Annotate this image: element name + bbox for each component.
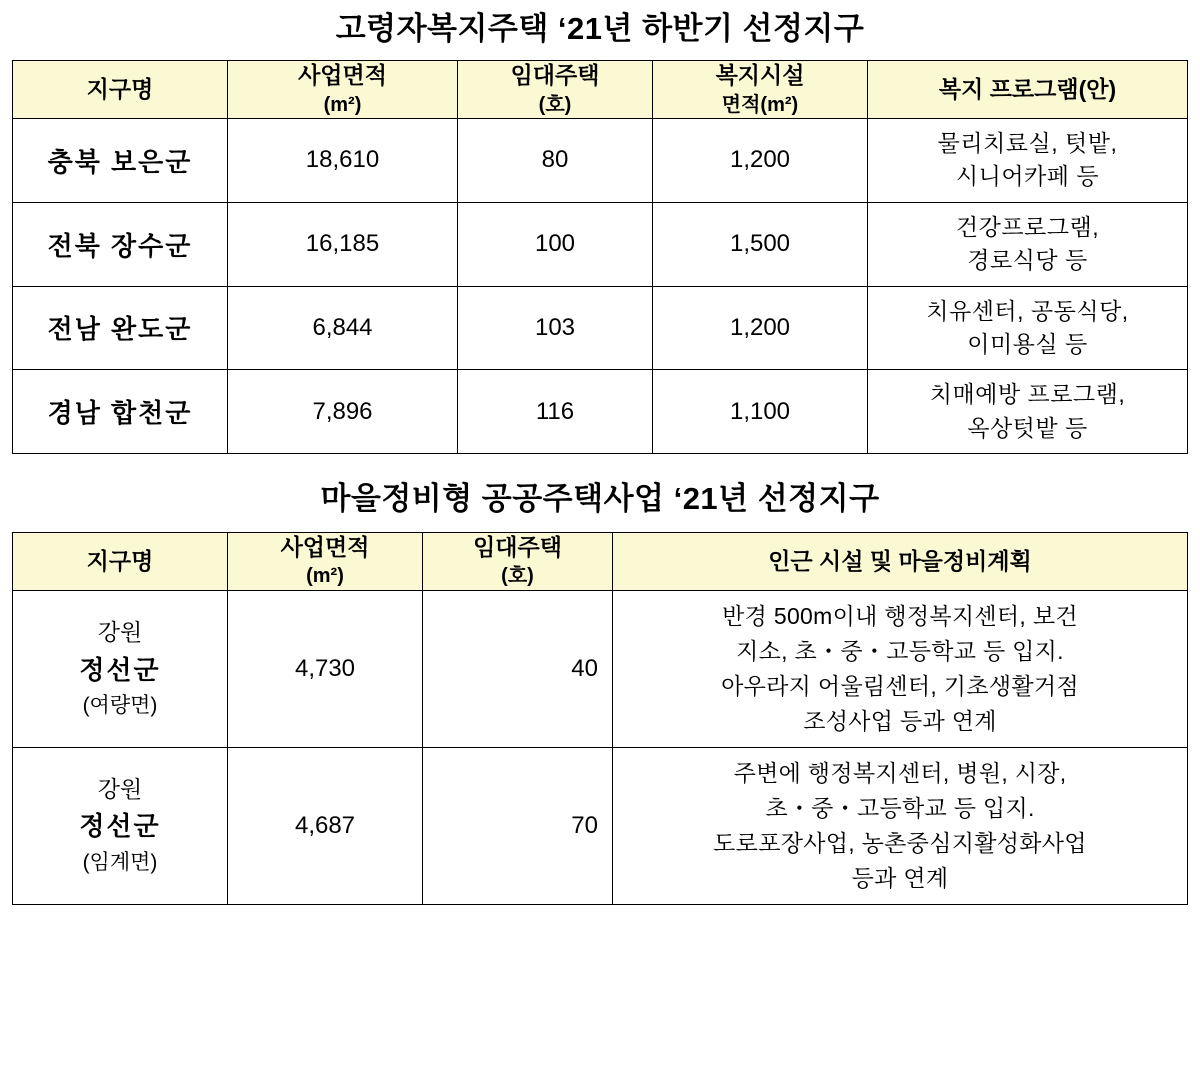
cell-welfare-program [868,202,1188,286]
cell-nearby-facilities-line: 등과 연계 [851,864,949,891]
cell-welfare-program-line: 시니어카페 등 [955,163,1100,190]
column-header-district-label: 지구명 [86,75,154,102]
column-header-project-area-unit: (m²) [323,93,362,116]
cell-project-area-2: 4,687 [228,747,423,904]
cell-district: 경남 합천군 [13,370,228,454]
column-header-nearby-facilities [613,532,1188,590]
column-header-project-area-label: 사업면적 [298,62,387,89]
cell-district: 전남 완도군 [13,286,228,370]
table-row [13,370,1188,454]
cell-district-province: 강원 [97,775,143,802]
cell-district-township: (여량면) [82,694,158,718]
cell-district-county: 정선군 [79,811,161,842]
cell-welfare-program-line: 경로식당 등 [967,247,1088,274]
column-header-welfare-facility-unit: 면적(m²) [721,93,799,116]
cell-rental-units: 100 [458,202,653,286]
column-header-nearby-facilities-label: 인근 시설 및 마을정비계획 [768,547,1032,574]
cell-facility-area: 1,200 [653,286,868,370]
cell-district: 전북 장수군 [13,202,228,286]
village-public-housing-table [12,532,1188,905]
cell-nearby-facilities [613,747,1188,904]
cell-rental-units: 80 [458,119,653,203]
elderly-welfare-housing-table [12,60,1188,454]
column-header-project-area-2-unit: (m²) [306,565,344,588]
table-row [13,747,1188,904]
cell-project-area: 6,844 [228,286,458,370]
column-header-project-area [228,61,458,119]
table-header-row [13,532,1188,590]
page-title-village-public-housing: 마을정비형 공공주택사업 ‘21년 선정지구 [320,480,880,516]
cell-rental-units-2: 70 [423,747,613,904]
cell-welfare-program [868,286,1188,370]
table-header-row [13,61,1188,119]
cell-district: 충북 보은군 [13,119,228,203]
cell-nearby-facilities-line: 도로포장사업, 농촌중심지활성화사업 [713,829,1087,856]
cell-district-county: 정선군 [79,654,161,685]
column-header-district-2 [13,532,228,590]
cell-district-2 [13,591,228,748]
column-header-rental-housing-label: 임대주택 [510,62,600,89]
cell-nearby-facilities-line: 초・중・고등학교 등 입지. [765,794,1035,821]
cell-rental-units-2: 40 [423,591,613,748]
cell-project-area: 18,610 [228,119,458,203]
column-header-district-2-label: 지구명 [86,547,154,574]
page-title-elderly-welfare-housing: 고령자복지주택 ‘21년 하반기 선정지구 [335,11,865,46]
cell-nearby-facilities [613,591,1188,748]
column-header-project-area-2 [228,532,423,590]
cell-welfare-program-line: 물리치료실, 텃밭, [937,130,1118,157]
cell-welfare-program-line: 치매예방 프로그램, [929,381,1126,408]
column-header-welfare-facility [653,61,868,119]
cell-project-area: 7,896 [228,370,458,454]
column-header-welfare-program-label: 복지 프로그램(안) [938,75,1117,102]
cell-nearby-facilities-line: 반경 500m이내 행정복지센터, 보건 [722,603,1078,629]
column-header-rental-housing-2-unit: (호) [501,565,534,588]
cell-welfare-program [868,119,1188,203]
cell-project-area: 16,185 [228,202,458,286]
column-header-rental-housing [458,61,653,119]
column-header-district [13,61,228,119]
cell-welfare-program-line: 치유센터, 공동식당, [926,297,1129,324]
column-header-rental-housing-2 [423,532,613,590]
cell-welfare-program-line: 이미용실 등 [967,330,1088,357]
cell-facility-area: 1,100 [653,370,868,454]
cell-nearby-facilities-line: 지소, 초・중・고등학교 등 입지. [736,637,1064,664]
cell-welfare-program-line: 건강프로그램, [955,213,1100,240]
column-header-project-area-2-label: 사업면적 [280,533,370,560]
cell-welfare-program [868,370,1188,454]
cell-welfare-program-line: 옥상텃밭 등 [967,414,1088,441]
cell-nearby-facilities-line: 주변에 행정복지센터, 병원, 시장, [733,759,1067,786]
table-row [13,591,1188,748]
cell-facility-area: 1,200 [653,119,868,203]
cell-district-2 [13,747,228,904]
cell-rental-units: 116 [458,370,653,454]
cell-project-area-2: 4,730 [228,591,423,748]
cell-nearby-facilities-line: 조성사업 등과 연계 [803,707,997,734]
table-row [13,286,1188,370]
table-row [13,202,1188,286]
cell-district-township: (임계면) [82,851,158,875]
column-header-welfare-facility-label: 복지시설 [715,62,805,89]
cell-district-province: 강원 [97,619,143,646]
cell-rental-units: 103 [458,286,653,370]
column-header-rental-housing-unit: (호) [538,93,572,116]
column-header-welfare-program [868,61,1188,119]
table-row [13,119,1188,203]
cell-nearby-facilities-line: 아우라지 어울림센터, 기초생활거점 [721,672,1079,699]
cell-facility-area: 1,500 [653,202,868,286]
column-header-rental-housing-2-label: 임대주택 [473,533,562,560]
